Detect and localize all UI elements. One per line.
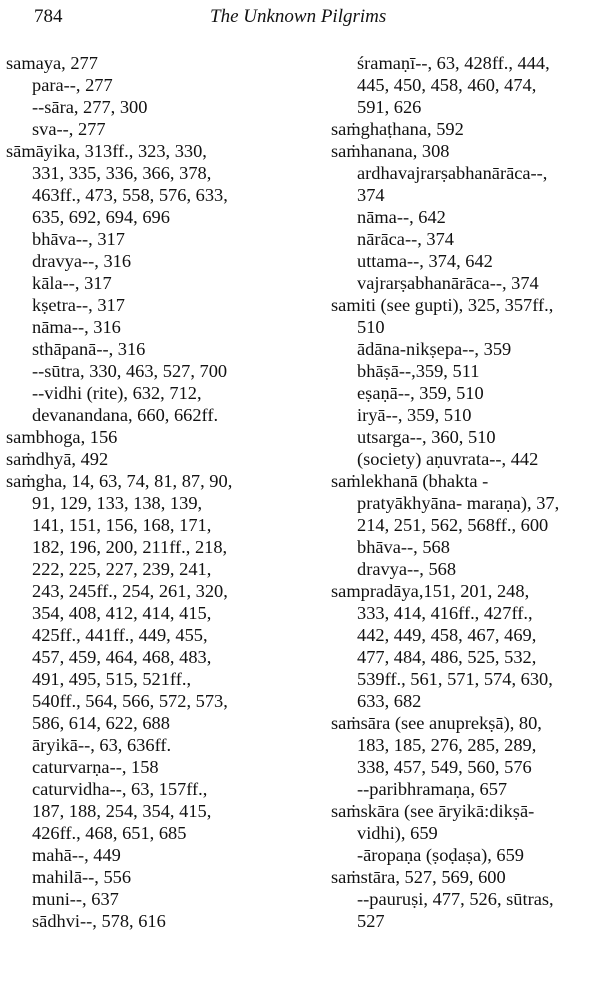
index-subentry: uttama--, 374, 642: [357, 251, 493, 271]
index-subentry: (society) aṇuvrata--, 442: [357, 449, 539, 469]
index-entry: saṁlekhanā (bhakta -: [331, 471, 489, 491]
index-subentry: 331, 335, 336, 366, 378,: [32, 163, 212, 183]
index-subentry: 187, 188, 254, 354, 415,: [32, 801, 212, 821]
index-subentry: dravya--, 568: [357, 559, 457, 579]
index-subentry: bhāṣā--,359, 511: [357, 361, 480, 381]
index-subentry: kāla--, 317: [32, 273, 112, 293]
index-subentry: muni--, 637: [32, 889, 119, 909]
index-subentry: 183, 185, 276, 285, 289,: [357, 735, 537, 755]
index-subentry: dravya--, 316: [32, 251, 132, 271]
index-subentry: -āropaṇa (ṣoḍaṣa), 659: [357, 845, 524, 865]
index-entry: saṁsāra (see anuprekṣā), 80,: [331, 713, 542, 733]
index-subentry: 243, 245ff., 254, 261, 320,: [32, 581, 228, 601]
index-subentry: vidhi), 659: [357, 823, 438, 843]
index-subentry: para--, 277: [32, 75, 113, 95]
index-subentry: 91, 129, 133, 138, 139,: [32, 493, 203, 513]
index-entry: sāmāyika, 313ff., 323, 330,: [6, 141, 207, 161]
index-subentry: sthāpanā--, 316: [32, 339, 146, 359]
index-entry: saṁskāra (see āryikā:dikṣā-: [331, 801, 535, 821]
index-column-right: [331, 52, 597, 932]
page-header: [0, 0, 600, 40]
index-entry: saṁgha, 14, 63, 74, 81, 87, 90,: [6, 471, 233, 491]
index-subentry: 426ff., 468, 651, 685: [32, 823, 187, 843]
index-subentry: ardhavajrarṣabhanārāca--,: [357, 163, 548, 183]
index-entry: saṁghaṭhana, 592: [331, 119, 464, 139]
index-subentry: 333, 414, 416ff., 427ff.,: [357, 603, 533, 623]
index-entry: saṁdhyā, 492: [6, 449, 109, 469]
index-subentry: 214, 251, 562, 568ff., 600: [357, 515, 549, 535]
index-subentry: mahilā--, 556: [32, 867, 132, 887]
index-entry: samiti (see gupti), 325, 357ff.,: [331, 295, 554, 315]
index-subentry: --pauruṣi, 477, 526, sūtras,: [357, 889, 554, 909]
index-subentry: nārāca--, 374: [357, 229, 454, 249]
index-subentry: utsarga--, 360, 510: [357, 427, 496, 447]
index-subentry: pratyākhyāna- maraṇa), 37,: [357, 493, 560, 513]
index-subentry: 633, 682: [357, 691, 422, 711]
index-entry: saṁhanana, 308: [331, 141, 450, 161]
index-subentry: 222, 225, 227, 239, 241,: [32, 559, 212, 579]
index-subentry: āryikā--, 63, 636ff.: [32, 735, 172, 755]
index-column-left: [6, 52, 296, 932]
index-subentry: 491, 495, 515, 521ff.,: [32, 669, 192, 689]
index-subentry: śramaṇī--, 63, 428ff., 444,: [357, 53, 550, 73]
index-subentry: 457, 459, 464, 468, 483,: [32, 647, 212, 667]
index-subentry: --paribhramaṇa, 657: [357, 779, 508, 799]
index-subentry: sādhvi--, 578, 616: [32, 911, 166, 931]
index-subentry: 591, 626: [357, 97, 422, 117]
index-subentry: 425ff., 441ff., 449, 455,: [32, 625, 208, 645]
index-subentry: bhāva--, 568: [357, 537, 450, 557]
index-subentry: caturvidha--, 63, 157ff.,: [32, 779, 208, 799]
index-subentry: vajrarṣabhanārāca--, 374: [357, 273, 539, 293]
index-subentry: iryā--, 359, 510: [357, 405, 472, 425]
index-subentry: 354, 408, 412, 414, 415,: [32, 603, 212, 623]
index-entry: saṁstāra, 527, 569, 600: [331, 867, 506, 887]
index-subentry: bhāva--, 317: [32, 229, 125, 249]
index-subentry: nāma--, 642: [357, 207, 446, 227]
index-subentry: 586, 614, 622, 688: [32, 713, 170, 733]
index-subentry: kṣetra--, 317: [32, 295, 125, 315]
running-title: The Unknown Pilgrims: [210, 6, 387, 27]
index-subentry: caturvarṇa--, 158: [32, 757, 159, 777]
index-subentry: 477, 484, 486, 525, 532,: [357, 647, 537, 667]
index-subentry: 527: [357, 911, 385, 931]
page-number: 784: [34, 6, 63, 27]
index-entry: samaya, 277: [6, 53, 98, 73]
index-subentry: 510: [357, 317, 385, 337]
index-subentry: 182, 196, 200, 211ff., 218,: [32, 537, 228, 557]
index-subentry: 463ff., 473, 558, 576, 633,: [32, 185, 228, 205]
index-subentry: --sūtra, 330, 463, 527, 700: [32, 361, 228, 381]
index-subentry: nāma--, 316: [32, 317, 121, 337]
index-subentry: 635, 692, 694, 696: [32, 207, 170, 227]
index-subentry: eṣaṇā--, 359, 510: [357, 383, 484, 403]
index-subentry: ādāna-nikṣepa--, 359: [357, 339, 512, 359]
index-subentry: 445, 450, 458, 460, 474,: [357, 75, 537, 95]
index-subentry: devanandana, 660, 662ff.: [32, 405, 219, 425]
index-subentry: sva--, 277: [32, 119, 106, 139]
index-entry: sampradāya,151, 201, 248,: [331, 581, 530, 601]
index-subentry: 374: [357, 185, 385, 205]
index-subentry: 141, 151, 156, 168, 171,: [32, 515, 212, 535]
index-subentry: 338, 457, 549, 560, 576: [357, 757, 532, 777]
index-subentry: mahā--, 449: [32, 845, 121, 865]
index-subentry: 540ff., 564, 566, 572, 573,: [32, 691, 228, 711]
index-subentry: --vidhi (rite), 632, 712,: [32, 383, 202, 403]
index-entry: sambhoga, 156: [6, 427, 118, 447]
index-subentry: 539ff., 561, 571, 574, 630,: [357, 669, 553, 689]
index-subentry: 442, 449, 458, 467, 469,: [357, 625, 537, 645]
index-subentry: --sāra, 277, 300: [32, 97, 148, 117]
